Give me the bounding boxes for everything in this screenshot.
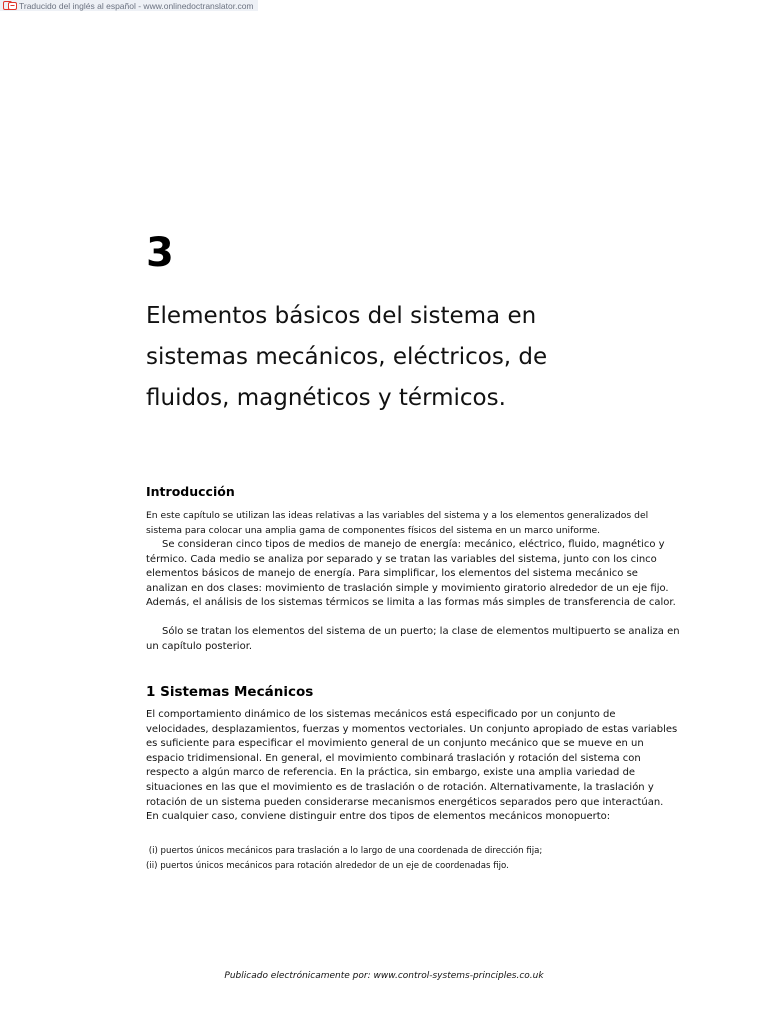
translator-banner-text[interactable]: Traducido del inglés al español - www.onlinedoctranslator.com [19, 0, 254, 11]
mechanical-systems-heading: 1 Sistemas Mecánicos [146, 684, 314, 700]
mechanical-paragraph [146, 708, 678, 825]
paragraph-line: respecto a algún marco de referencia. En la práctica, sin embargo, existe una amplia variedad de [146, 767, 636, 779]
list-item: (ii) puertos únicos mecánicos para rotación alrededor de un eje de coordenadas fijo. [146, 860, 509, 871]
paragraph-line: elementos básicos de manejo de energía. Para simplificar, los elementos del sistema mecánico se [146, 568, 638, 579]
paragraph-line: analizan en dos clases: movimiento de traslación simple y movimiento giratorio alrededor de un eje fijo. [146, 582, 669, 594]
chapter-title-line: Elementos básicos del sistema en [146, 303, 537, 329]
introduction-heading: Introducción [146, 484, 235, 499]
paragraph-line: es suficiente para especificar el movimiento general de un conjunto mecánico que se mueve en un [146, 738, 644, 750]
paragraph-line: situaciones en las que el movimiento es de traslación o de rotación. Alternativamente, la traslación y [146, 781, 654, 793]
paragraph-line: térmico. Cada medio se analiza por separado y se tratan las variables del sistema, junto con los cinco [146, 553, 657, 565]
paragraph-line: En este capítulo se utilizan las ideas relativas a las variables del sistema y a los elementos generalizados del [146, 510, 649, 521]
chapter-title-line: sistemas mecánicos, eléctricos, de [146, 344, 548, 370]
paragraph-line: espacio tridimensional. En general, el movimiento combinará traslación y rotación del sistema con [146, 752, 641, 764]
paragraph-line: El comportamiento dinámico de los sistemas mecánicos está especificado por un conjunto de [146, 709, 616, 720]
mechanical-element-list [146, 844, 542, 873]
list-item: (i) puertos únicos mecánicos para traslación a lo largo de una coordenada de dirección fija; [146, 846, 543, 856]
paragraph-line: un capítulo posterior. [146, 640, 253, 652]
paragraph-line: Sólo se tratan los elementos del sistema de un puerto; la clase de elementos multipuerto se analiza en [162, 626, 680, 637]
paragraph-line: Se consideran cinco tipos de medios de manejo de energía: mecánico, eléctrico, fluido, magnético y [162, 539, 665, 550]
chapter-title-line: fluidos, magnéticos y térmicos. [146, 385, 506, 411]
translator-logo-icon [3, 1, 17, 10]
chapter-title [146, 296, 606, 419]
paragraph-line: rotación de un sistema pueden considerarse mecanismos energéticos separados pero que interactúan. [146, 796, 664, 808]
introduction-paragraph-2 [146, 538, 676, 611]
publisher-footer: Publicado electrónicamente por: www.control-systems-principles.co.uk [224, 971, 544, 981]
paragraph-line: En cualquier caso, conviene distinguir entre dos tipos de elementos mecánicos monopuerto: [146, 811, 611, 823]
paragraph-line: sistema para colocar una amplia gama de componentes físicos del sistema en un marco uniforme. [146, 524, 601, 536]
introduction-paragraph-1 [146, 509, 649, 538]
introduction-paragraph-3 [146, 625, 680, 654]
paragraph-line: Además, el análisis de los sistemas térmicos se limita a las formas más simples de transferencia de calor. [146, 597, 676, 608]
paragraph-line: velocidades, desplazamientos, fuerzas y momentos vectoriales. Un conjunto apropiado de estas variables [146, 723, 678, 735]
chapter-number: 3 [146, 230, 174, 276]
translator-banner[interactable] [0, 0, 258, 11]
